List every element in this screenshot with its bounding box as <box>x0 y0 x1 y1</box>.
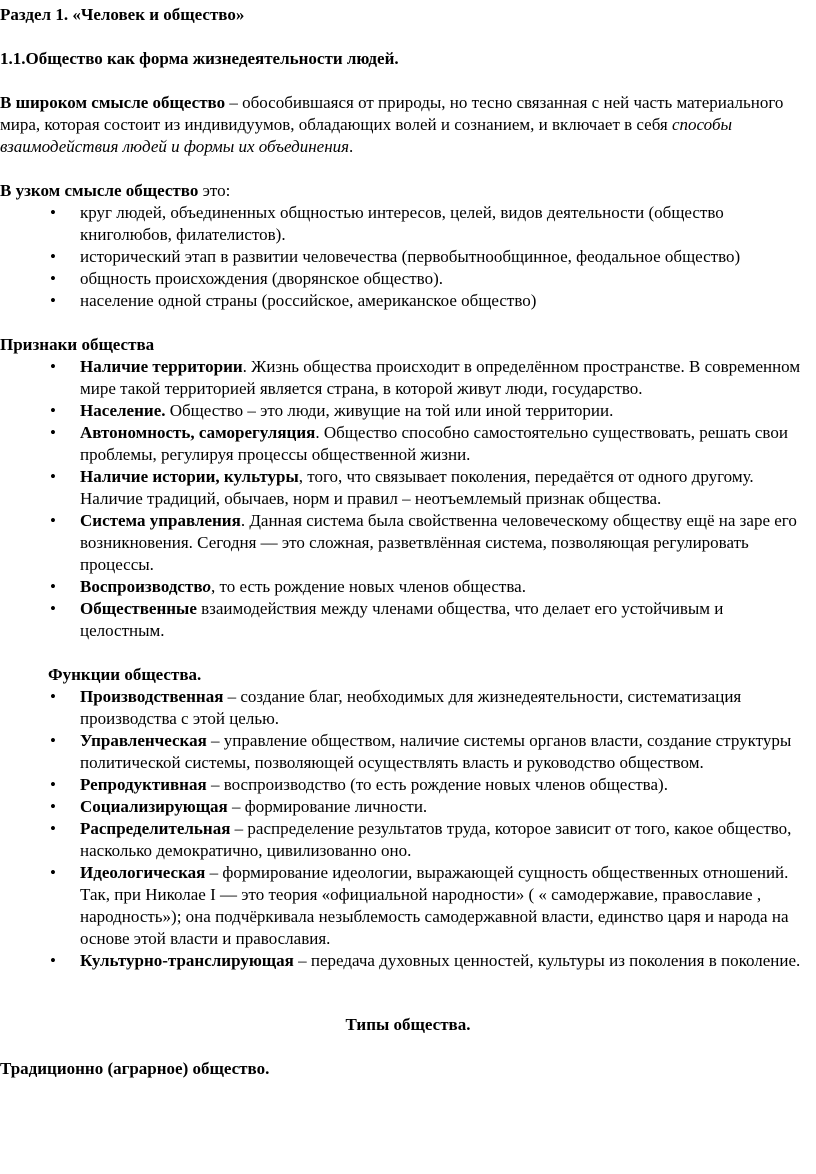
bullet-icon: • <box>50 423 56 442</box>
list-item: • Общественные взаимодействия между членами общества, что делает его устойчивым и целостным. <box>0 598 816 642</box>
list-item: • Производственная – создание благ, необходимых для жизнедеятельности, систематизация производства с этой целью. <box>0 686 816 730</box>
list-item: • Воспроизводство, то есть рождение новых членов общества. <box>0 576 816 598</box>
section-title: Раздел 1. «Человек и общество» <box>0 5 245 24</box>
list-item: • исторический этап в развитии человечества (первобытнообщинное, феодальное общество) <box>0 246 816 268</box>
signs-title: Признаки общества <box>0 335 155 354</box>
functions-list <box>0 686 816 972</box>
list-item: • Наличие истории, культуры, того, что связывает поколения, передаётся от одного другому. Наличие традиций, обычаев, норм и правил – неотъемлемый признак общества. <box>0 466 816 510</box>
bullet-icon: • <box>50 687 56 706</box>
list-item: • Автономность, саморегуляция. Общество способно самостоятельно существовать, решать свои проблемы, регулируя процессы общественной жизни. <box>0 422 816 466</box>
list-item: • Культурно-транслирующая – передача духовных ценностей, культуры из поколения в поколение. <box>0 950 816 972</box>
types-title: Типы общества. <box>345 1015 471 1034</box>
traditional-society-title: Традиционно (аграрное) общество. <box>0 1059 270 1078</box>
list-item: • Идеологическая – формирование идеологии, выражающей сущность общественных отношений. Так, при Николае I — это теория «официальной народности» ( « самодержавие, православие , народность»); она подчёркивала незыблемость самодержавной власти, единство царя и народа на основе этой власти и православия. <box>0 862 816 950</box>
list-item: • Управленческая – управление обществом, наличие системы органов власти, создание структуры политической системы, позволяющей осуществлять власть и руководство обществом. <box>0 730 816 774</box>
bullet-icon: • <box>50 599 56 618</box>
broad-definition-text: – обособившаяся от природы, но тесно связанная с ней часть материального мира, которая состоит из индивидуумов, обладающих волей и сознанием, и включает в себя <box>0 93 784 134</box>
narrow-definition: В узком смысле общество это: <box>0 181 231 200</box>
list-item: • круг людей, объединенных общностью интересов, целей, видов деятельности (общество книголюбов, филателистов). <box>0 202 816 246</box>
bullet-icon: • <box>50 357 56 376</box>
narrow-definition-lead: В узком смысле общество <box>0 181 199 200</box>
bullet-icon: • <box>50 269 56 288</box>
bullet-icon: • <box>50 797 56 816</box>
bullet-icon: • <box>50 247 56 266</box>
bullet-icon: • <box>50 577 56 596</box>
list-item: • общность происхождения (дворянское общество). <box>0 268 816 290</box>
subsection-title: 1.1.Общество как форма жизнедеятельности людей. <box>0 49 399 68</box>
broad-definition-lead: В широком смысле общество <box>0 93 226 112</box>
bullet-icon: • <box>50 863 56 882</box>
signs-list <box>0 356 816 642</box>
broad-definition: В широком смысле общество – обособившаяся от природы, но тесно связанная с ней часть материального мира, которая состоит из индивидуумов, обладающих волей и сознанием, и включает в себя способы взаимодействия людей и формы их объединения. <box>0 93 784 156</box>
bullet-icon: • <box>50 731 56 750</box>
document-page <box>0 4 816 1080</box>
functions-title: Функции общества. <box>48 665 202 684</box>
bullet-icon: • <box>50 511 56 530</box>
bullet-icon: • <box>50 203 56 222</box>
bullet-icon: • <box>50 951 56 970</box>
bullet-icon: • <box>50 401 56 420</box>
narrow-definition-list <box>0 202 816 312</box>
bullet-icon: • <box>50 467 56 486</box>
list-item: • Система управления. Данная система была свойственна человеческому обществу ещё на заре его возникновения. Сегодня — это сложная, разветвлённая система, позволяющая регулировать процессы. <box>0 510 816 576</box>
list-item: • Население. Общество – это люди, живущие на той или иной территории. <box>0 400 816 422</box>
list-item: • Социализирующая – формирование личности. <box>0 796 816 818</box>
broad-definition-italic: способы взаимодействия людей и формы их объединения <box>0 115 733 156</box>
list-item: • Распределительная – распределение результатов труда, которое зависит от того, какое общество, насколько демократично, цивилизованно оно. <box>0 818 816 862</box>
bullet-icon: • <box>50 775 56 794</box>
bullet-icon: • <box>50 291 56 310</box>
list-item: • население одной страны (российское, американское общество) <box>0 290 816 312</box>
list-item: • Наличие территории. Жизнь общества происходит в определённом пространстве. В современном мире такой территорией является страна, в которой живут люди, государство. <box>0 356 816 400</box>
list-item: • Репродуктивная – воспроизводство (то есть рождение новых членов общества). <box>0 774 816 796</box>
bullet-icon: • <box>50 819 56 838</box>
